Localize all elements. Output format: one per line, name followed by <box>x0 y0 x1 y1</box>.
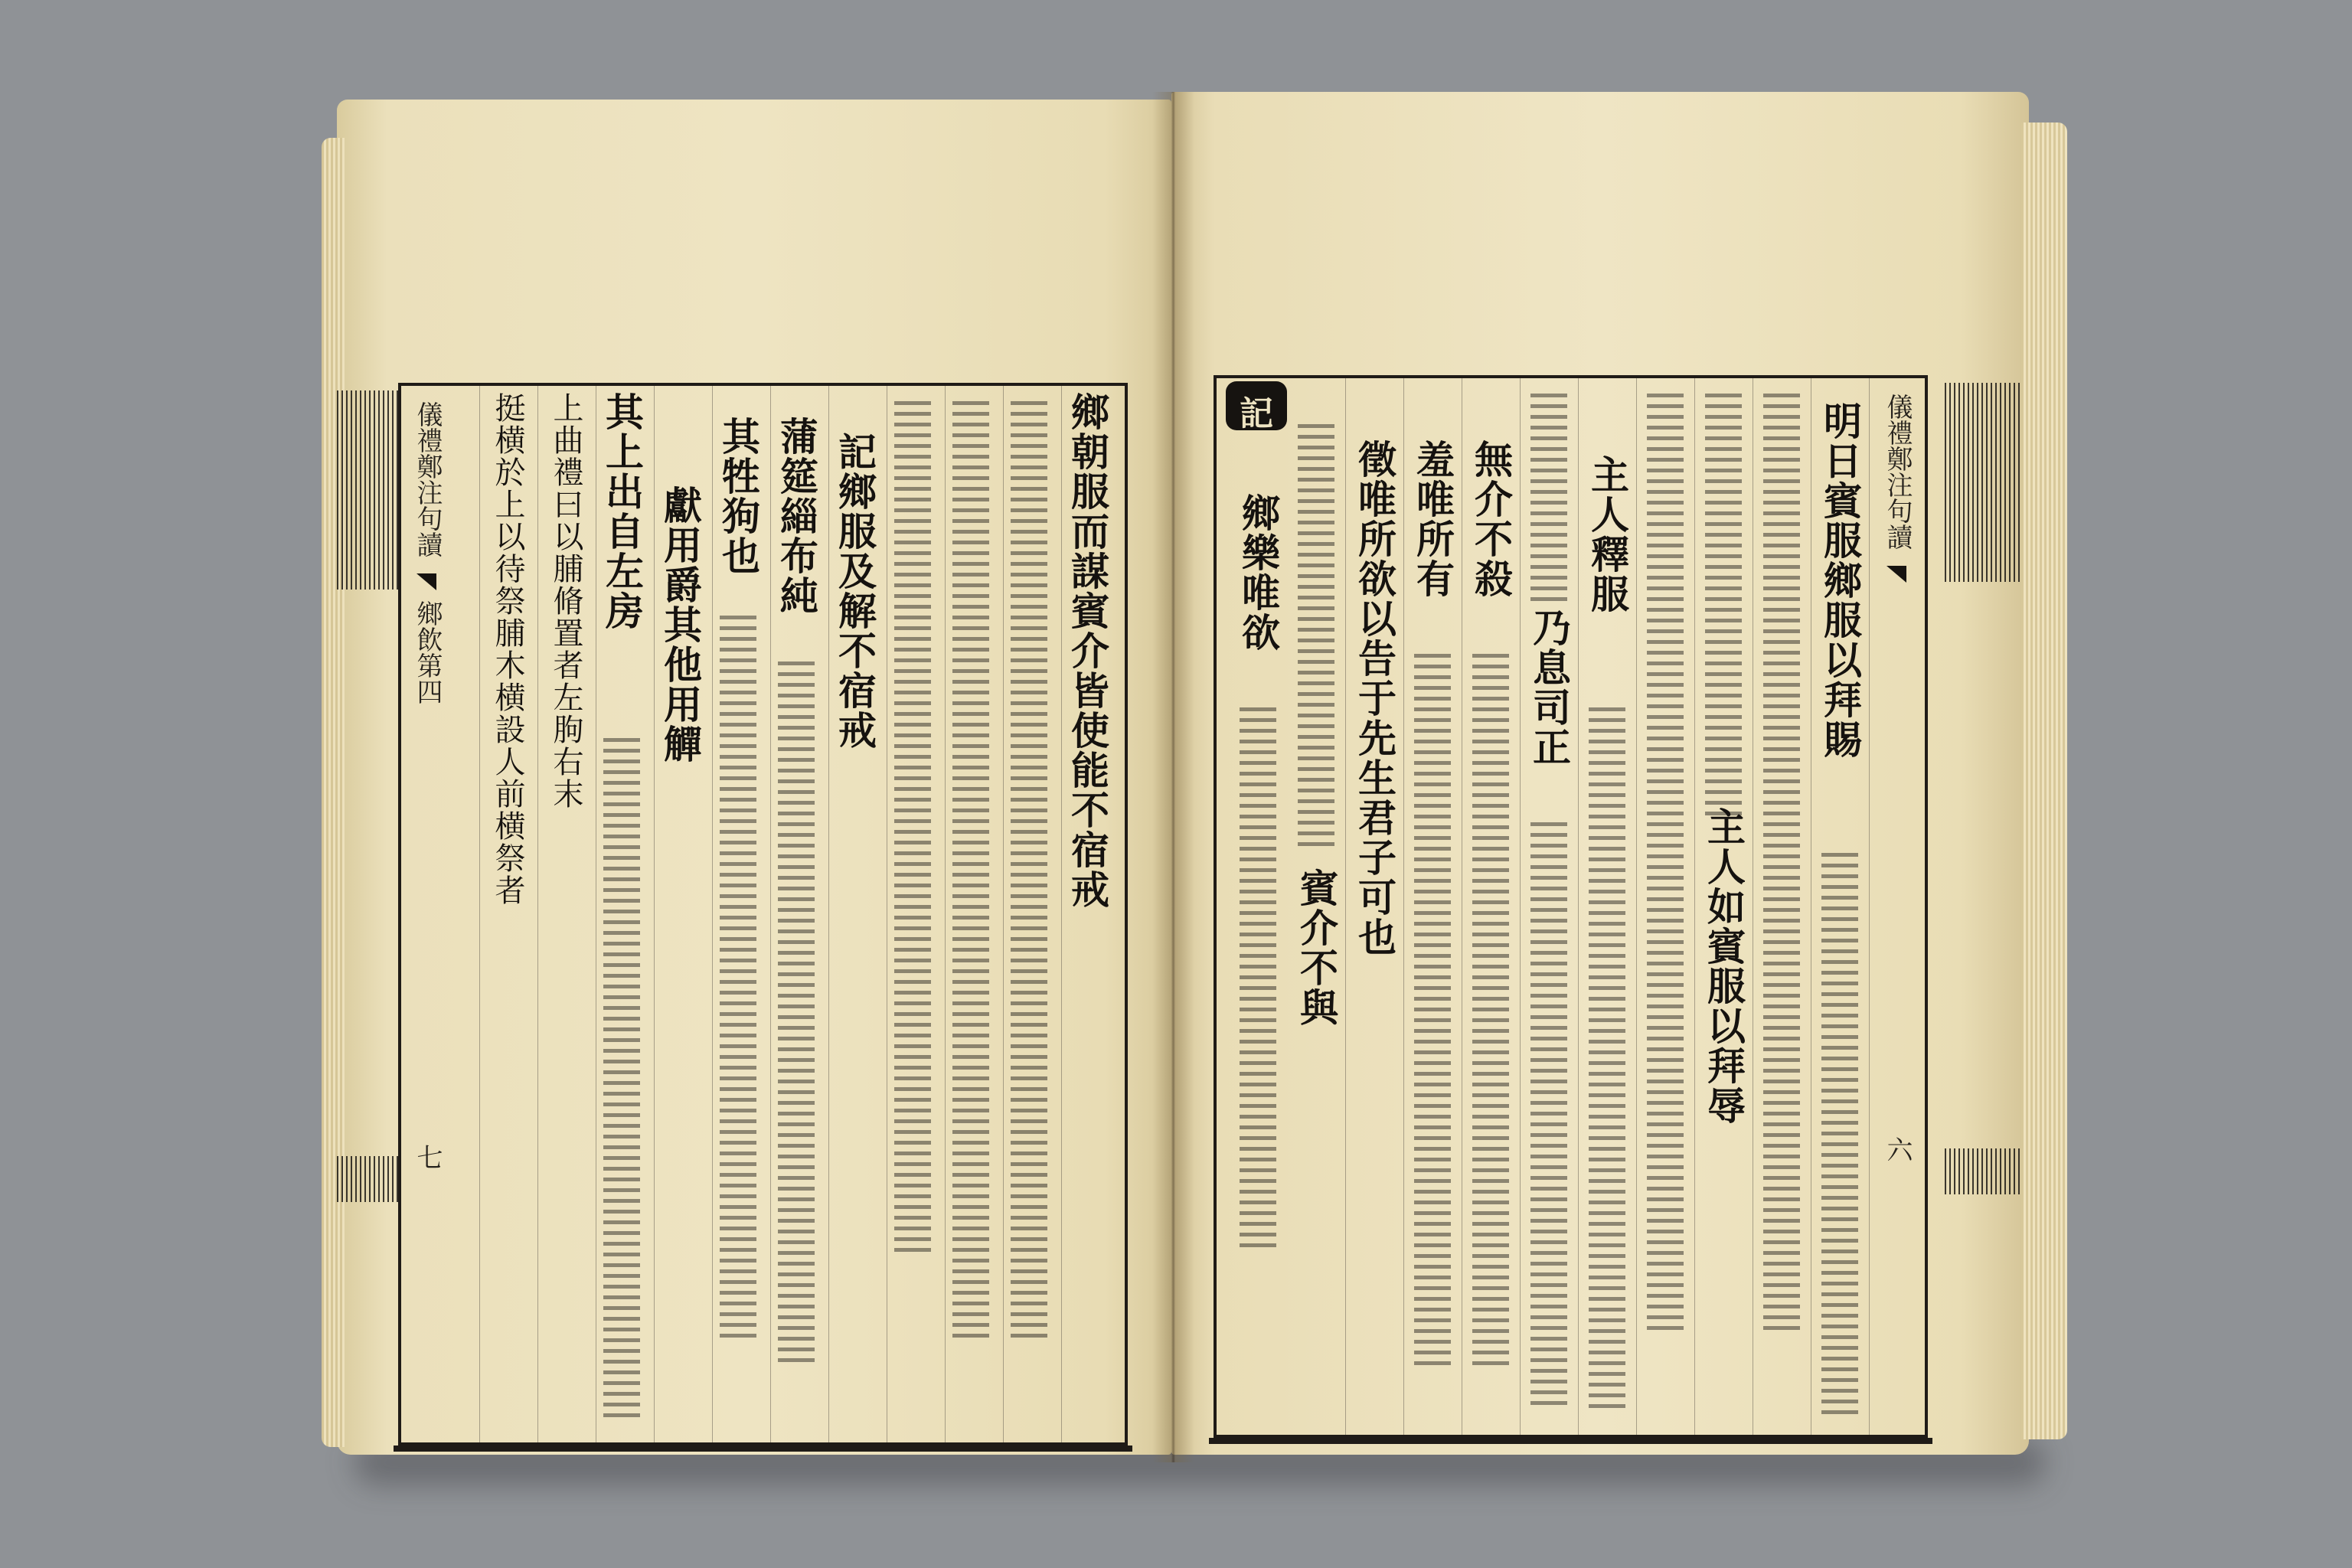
left-col-5 <box>828 386 880 1442</box>
right-marginal-column <box>1871 378 1923 1435</box>
right-col-2 <box>1756 378 1808 1435</box>
right-col-5-text: 主人釋服 <box>1585 455 1630 614</box>
left-folio-number: 七 <box>412 1144 443 1170</box>
left-marginal-column <box>401 386 453 1442</box>
right-col-10 <box>1290 378 1342 1435</box>
left-col-2-commentary <box>1011 401 1047 1344</box>
right-col-3 <box>1697 378 1749 1435</box>
left-col-1 <box>1061 386 1113 1442</box>
right-page-edges <box>2021 122 2067 1439</box>
right-col-8-commentary <box>1414 654 1451 1372</box>
right-col-8 <box>1406 378 1459 1435</box>
left-col-9-text: 其上出自左房 <box>599 392 645 631</box>
right-col-7 <box>1465 378 1517 1435</box>
open-book <box>337 92 2060 1485</box>
right-col-10-text: 賓介不與 <box>1294 868 1339 1027</box>
right-margin-smear-lower <box>1945 1148 2029 1194</box>
right-col-9 <box>1348 378 1400 1435</box>
book-gutter <box>1152 92 1194 1462</box>
right-col-5 <box>1581 378 1633 1435</box>
left-page <box>337 100 1171 1455</box>
right-col-5-commentary <box>1589 707 1625 1415</box>
left-col-7 <box>712 386 764 1442</box>
left-margin-smear-lower <box>337 1156 398 1202</box>
right-col-3-text: 主人如賓服以拜辱 <box>1701 807 1746 1125</box>
left-col-9 <box>596 386 648 1442</box>
right-col-11-text: 鄉樂唯欲 <box>1236 493 1281 652</box>
right-col-7-commentary <box>1472 654 1509 1372</box>
right-col-6-text: 乃息司正 <box>1527 608 1572 767</box>
left-col-10 <box>537 386 590 1442</box>
right-col-6-commentary-b <box>1530 822 1567 1412</box>
left-col-6-commentary <box>778 662 815 1369</box>
left-col-4-commentary <box>894 401 931 1259</box>
right-col-11 <box>1232 378 1284 1435</box>
left-bottom-rule <box>394 1446 1132 1452</box>
right-margin-smear <box>1945 383 2029 582</box>
right-folio-number: 六 <box>1882 1136 1913 1162</box>
left-col-5-text: 記鄉服及解不宿戒 <box>832 432 877 750</box>
right-fishtail-marker <box>1886 566 1906 583</box>
left-col-8 <box>654 386 706 1442</box>
right-col-7-text: 無介不殺 <box>1468 439 1514 599</box>
right-col-6-commentary <box>1530 394 1567 608</box>
left-col-7-commentary <box>720 616 756 1344</box>
left-col-10-text: 上曲禮曰以脯脩置者左朐右末 <box>548 392 583 810</box>
section-marker-label: 記 <box>1240 394 1273 433</box>
section-marker-badge <box>1226 381 1287 433</box>
left-col-7-text: 其牲狗也 <box>716 416 761 576</box>
right-col-1-commentary <box>1821 853 1858 1421</box>
right-col-8-text: 羞唯所有 <box>1410 439 1455 599</box>
right-col-4 <box>1639 378 1691 1435</box>
right-col-1-text: 明日賓服鄉服以拜賜 <box>1818 401 1863 760</box>
left-col-8-text: 獻用爵其他用觶 <box>658 485 703 764</box>
left-col-11-text: 挺横於上以待祭脯木横設人前横祭者 <box>490 392 525 906</box>
right-marginal-title: 儀禮鄭注句讀 <box>1882 394 1913 550</box>
left-col-1-text: 鄉朝服而謀賓介皆使能不宿戒 <box>1065 392 1110 910</box>
right-bottom-rule <box>1209 1438 1932 1444</box>
right-col-3-commentary <box>1705 394 1742 822</box>
left-margin-smear <box>337 390 398 590</box>
left-col-3-commentary <box>952 401 989 1344</box>
right-col-10-commentary <box>1298 424 1334 853</box>
right-col-2-commentary <box>1763 394 1800 1337</box>
left-col-11 <box>479 386 531 1442</box>
right-col-9-text: 徵唯所欲以告于先生君子可也 <box>1352 439 1397 957</box>
right-col-4-commentary <box>1647 394 1684 1337</box>
left-page-edges <box>322 138 345 1447</box>
left-col-6-text: 蒲筵緇布純 <box>774 416 819 616</box>
right-col-6 <box>1523 378 1575 1435</box>
left-col-3 <box>945 386 997 1442</box>
left-marginal-title: 儀禮鄭注句讀 <box>412 401 443 557</box>
left-col-4 <box>887 386 939 1442</box>
left-col-6 <box>770 386 822 1442</box>
left-text-frame <box>398 383 1128 1446</box>
right-text-frame <box>1214 375 1928 1438</box>
left-fishtail-marker <box>416 573 436 590</box>
left-col-9-commentary <box>603 738 640 1424</box>
right-col-1 <box>1814 378 1866 1435</box>
left-marginal-section: 鄉飲第四 <box>412 600 443 704</box>
right-col-11-commentary <box>1240 707 1276 1254</box>
left-col-2 <box>1003 386 1055 1442</box>
